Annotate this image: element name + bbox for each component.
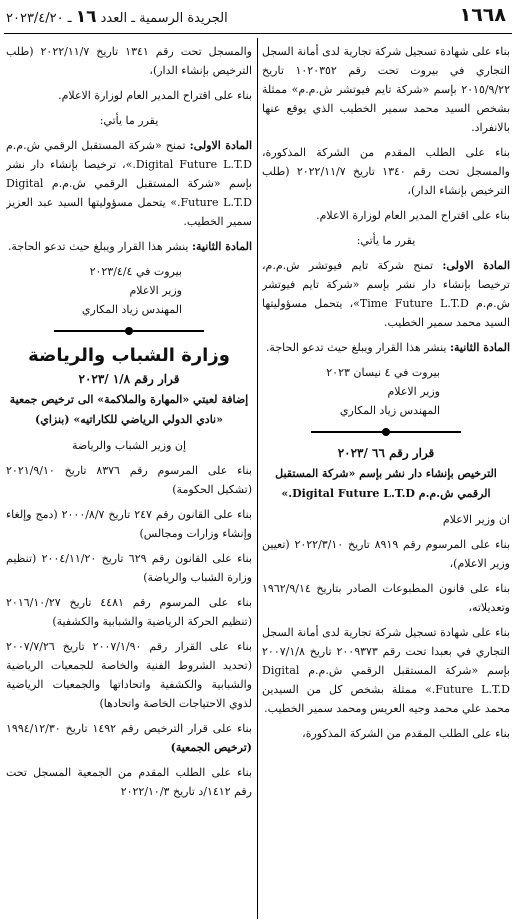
- signature-title: وزير الاعلام: [387, 385, 440, 398]
- article-text: ينشر هذا القرار ويبلغ حيث تدعو الحاجة.: [265, 341, 447, 354]
- signature-name: المهندس زياد المكاري: [339, 404, 440, 417]
- paragraph: بناء على قانون المطبوعات الصادر بتاريخ ١٩٦٢/٩/١٤ وتعديلاته،: [262, 582, 510, 614]
- paragraph: بناء على الطلب المقدم من الشركة المذكورة، والمسجل تحت رقم ١٣٤٠ تاريخ ٢٠٢٢/١١/٧ (طلب الترخيص بإنشاء الدار)،: [262, 146, 510, 197]
- article-text: تمنح شركة تايم فيوتشر ش.م.م، ترخيصا بإنشاء دار نشر بإسم «شركة تايم فيوتشر ش.م.م Time Future L.T.D»، يتحمل مسؤوليتها السيد محمد سمير الخطيب.: [262, 259, 510, 329]
- left-column: [6, 42, 252, 920]
- paragraph: بناء على القانون رقم ٦٢٩ تاريخ ٢٠٠٤/١١/٢٠ (تنظيم وزارة الشباب والرياضة): [6, 552, 252, 584]
- paragraph: بناء على المرسوم رقم ٤٤٨١ تاريخ ٢٠١٦/١٠/٢٧ (تنظيم الحركة الرياضية والشبابية والكشفية): [6, 596, 252, 628]
- right-column: [262, 42, 510, 920]
- license-bold: (ترخيص الجمعية): [170, 741, 252, 754]
- journal-name: الجريدة الرسمية ـ العدد: [100, 11, 228, 26]
- minister-line: إن وزير الشباب والرياضة: [71, 439, 187, 452]
- article-two: [262, 338, 510, 357]
- paragraph: بناء على المرسوم رقم ٨٣٧٦ تاريخ ٢٠٢١/٩/١٠ (تشكيل الحكومة): [6, 464, 252, 496]
- decision-number: قرار رقم ١/٨ /٢٠٢٣: [78, 372, 180, 386]
- paragraph: بناء على اقتراح المدير العام لوزارة الاعلام.: [316, 209, 510, 222]
- signature-date: بيروت في ٤ نيسان ٢٠٢٣: [326, 366, 440, 379]
- section-divider: [54, 327, 204, 335]
- journal-header: [6, 7, 228, 27]
- paragraph: بناء على القرار رقم ٢٠٠٧/١/٩٠ تاريخ ٢٠٠٧/٧/٢٦ (تحديد الشروط الفنية والخاصة للجمعيات الرياضية والشبابية والكشفية واتحاداتها والجمعيات الرياضية لذوي الاحتياجات الخاصة واتحادها): [6, 640, 252, 710]
- article-label: المادة الثانية:: [191, 240, 252, 253]
- decision-title: إضافة لعبتي «المهارة والملاكمة» الى ترخيص جمعية «نادي الدولي الرياضي للكاراتيه» (بنزاي): [9, 393, 249, 426]
- decides-heading: يقرر ما يأتي:: [356, 234, 416, 247]
- column-separator: [257, 38, 258, 919]
- paragraph: بناء على القانون رقم ٢٤٧ تاريخ ٢٠٠٠/٨/٧ (دمج وإلغاء وإنشاء وزارات ومجالس): [6, 508, 252, 540]
- signature-name: المهندس زياد المكاري: [81, 303, 182, 316]
- license-paragraph: [6, 719, 252, 757]
- paragraph: بناء على الطلب المقدم من الجمعية المسجل تحت رقم ١٤١٢/د تاريخ ٢٠٢٢/١٠/٣: [6, 766, 252, 798]
- paragraph: والمسجل تحت رقم ١٣٤١ تاريخ ٢٠٢٢/١١/٧ (طلب الترخيص بإنشاء الدار)،: [6, 45, 252, 77]
- article-label: المادة الثانية:: [449, 341, 510, 354]
- paragraph: بناء على شهادة تسجيل شركة تجارية لدى أمانة السجل التجاري في بيروت تحت رقم ١٠٢٠٣٥٢ تاريخ ٢٠١٥/٩/٢٢ بإسم «شركة تايم فيوتشر ش.م.م» ممثلة بشخص السيد محمد سمير الخطيب الذي يوقع عنها بالانفراد.: [262, 45, 510, 134]
- decision-title: الترخيص بإنشاء دار نشر بإسم «شركة المستقبل الرقمي ش.م.م Digital Future L.T.D.»: [275, 467, 497, 500]
- page-number: ١٦٦٨: [459, 4, 506, 26]
- decides-heading: يقرر ما يأتي:: [99, 114, 159, 127]
- ministry-heading: وزارة الشباب والرياضة: [28, 345, 230, 366]
- license-text: بناء على قرار الترخيص رقم ١٤٩٢ تاريخ ١٩٩٤/١٢/٣٠: [6, 722, 252, 735]
- signature-title: وزير الاعلام: [129, 284, 182, 297]
- article-label: المادة الاولى:: [189, 139, 252, 152]
- article-label: المادة الاولى:: [442, 259, 510, 272]
- page-header: [0, 0, 516, 34]
- article-one: [6, 136, 252, 231]
- section-divider: [311, 428, 461, 436]
- paragraph: بناء على المرسوم رقم ٨٩١٩ تاريخ ٢٠٢٢/٣/١٠ (تعيين وزير الاعلام)،: [262, 538, 510, 570]
- signature-date: بيروت في ٢٠٢٣/٤/٤: [89, 265, 182, 278]
- paragraph: بناء على اقتراح المدير العام لوزارة الاعلام.: [58, 89, 252, 102]
- paragraph: بناء على الطلب المقدم من الشركة المذكورة،: [302, 727, 510, 740]
- paragraph: ان وزير الاعلام: [442, 513, 510, 526]
- issue-number: ١٦: [75, 7, 97, 27]
- decision-number: قرار رقم ٦٦ /٢٠٢٣: [337, 446, 435, 460]
- issue-date: ـ ٢٠٢٣/٤/٢٠: [6, 11, 72, 26]
- article-text: ينشر هذا القرار ويبلغ حيث تدعو الحاجة.: [7, 240, 189, 253]
- article-one: [262, 256, 510, 332]
- article-text: تمنح «شركة المستقبل الرقمي ش.م.م Digital Future L.T.D.»، ترخيصا بإنشاء دار نشر بإسم «شركة المستقبل الرقمي ش.م.م Digital Future L.T.D.» يتحمل مسؤوليتها السيد عبد العزيز سمير الخطيب.: [6, 139, 252, 228]
- header-rule: [4, 33, 512, 34]
- paragraph: بناء على شهادة تسجيل شركة تجارية لدى أمانة السجل التجاري في بعبدا تحت رقم ٢٠٠٩٣٧٣ تاريخ ٢٠٠٧/١/٨ بإسم «شركة المستقبل الرقمي ش.م.م Digital Future L.T.D.» ممثلة بشخص كل من السيدين محمد علي محمد وجيه العريس ومحمد سمير الخطيب.: [262, 626, 510, 715]
- article-two: [6, 237, 252, 256]
